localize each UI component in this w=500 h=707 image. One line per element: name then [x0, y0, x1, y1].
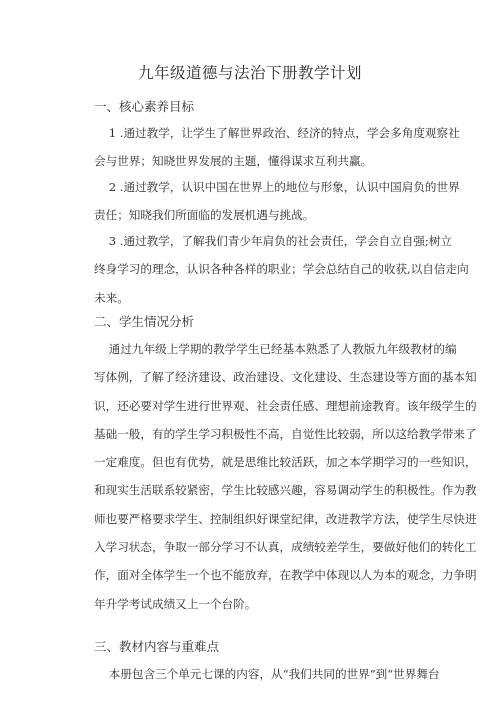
- document-title: 九年级道德与法治下册教学计划: [137, 64, 362, 82]
- paragraph-line: 终身学习的理念，认识各种各样的职业；学会总结自己的收获,以自信走向: [94, 262, 469, 277]
- paragraph-content-intro: [94, 666, 440, 682]
- paragraph-line: 1 .通过教学，让学生了解世界政治、经济的特点，学会多角度观察社: [94, 126, 460, 140]
- section-heading-student-analysis: 二、学生情况分析: [94, 314, 195, 329]
- paragraph-student-analysis: [94, 341, 477, 612]
- paragraph-line: 2 .通过教学，认识中国在世界上的地位与形象，认识中国肩负的世界: [94, 180, 460, 194]
- paragraph-line: 3 .通过教学，了解我们青少年肩负的社会责任，学会自立自强;树立: [94, 234, 453, 248]
- paragraph-goal-3: [94, 233, 469, 306]
- paragraph-goal-2: [94, 179, 460, 223]
- paragraph-line: 识，还必要对学生进行世界观、社会责任感、理想前途教育。该年级学生的: [94, 398, 477, 413]
- paragraph-line: 未来。: [94, 290, 129, 305]
- paragraph-line: 基础一般，有的学生学习积极性不高，自觉性比较弱，所以这给教学带来了: [94, 426, 477, 441]
- paragraph-line: 写体例，了解了经济建设、政治建设、文化建设、生态建设等方面的基本知: [94, 370, 477, 385]
- paragraph-line: 和现实生活联系较紧密，学生比较感兴趣，容易调动学生的积极性。作为教: [94, 483, 477, 498]
- paragraph-line: 作，面对全体学生一个也不能放弃，在教学中体现以人为本的观念，力争明: [94, 568, 477, 583]
- paragraph-line: 本册包含三个单元七课的内容，从“我们共同的世界”到“世界舞台: [94, 667, 440, 681]
- paragraph-line: 年升学考试成绩又上一个台阶。: [94, 596, 257, 611]
- paragraph-line: 一定难度。但也有优势，就是思维比较活跃，加之本学期学习的一些知识，: [94, 455, 477, 470]
- paragraph-line: 师也要严格要求学生、控制组织好课堂纪律，改进教学方法，使学生尽快进: [94, 511, 477, 526]
- paragraph-line: 责任；知晓我们所面临的发展机遇与挑战。: [94, 208, 315, 223]
- section-heading-core-goals: 一、核心素养目标: [94, 99, 195, 114]
- section-heading-content-focus: 三、教材内容与重难点: [94, 639, 220, 654]
- paragraph-goal-1: [94, 125, 460, 169]
- paragraph-line: 入学习状态，争取一部分学习不认真，成绩较差学生，要做好他们的转化工: [94, 540, 477, 555]
- paragraph-line: 通过九年级上学期的教学学生已经基本熟悉了人教版九年级教材的编: [94, 342, 457, 356]
- paragraph-line: 会与世界；知晓世界发展的主题，懂得谋求互利共赢。: [94, 154, 373, 169]
